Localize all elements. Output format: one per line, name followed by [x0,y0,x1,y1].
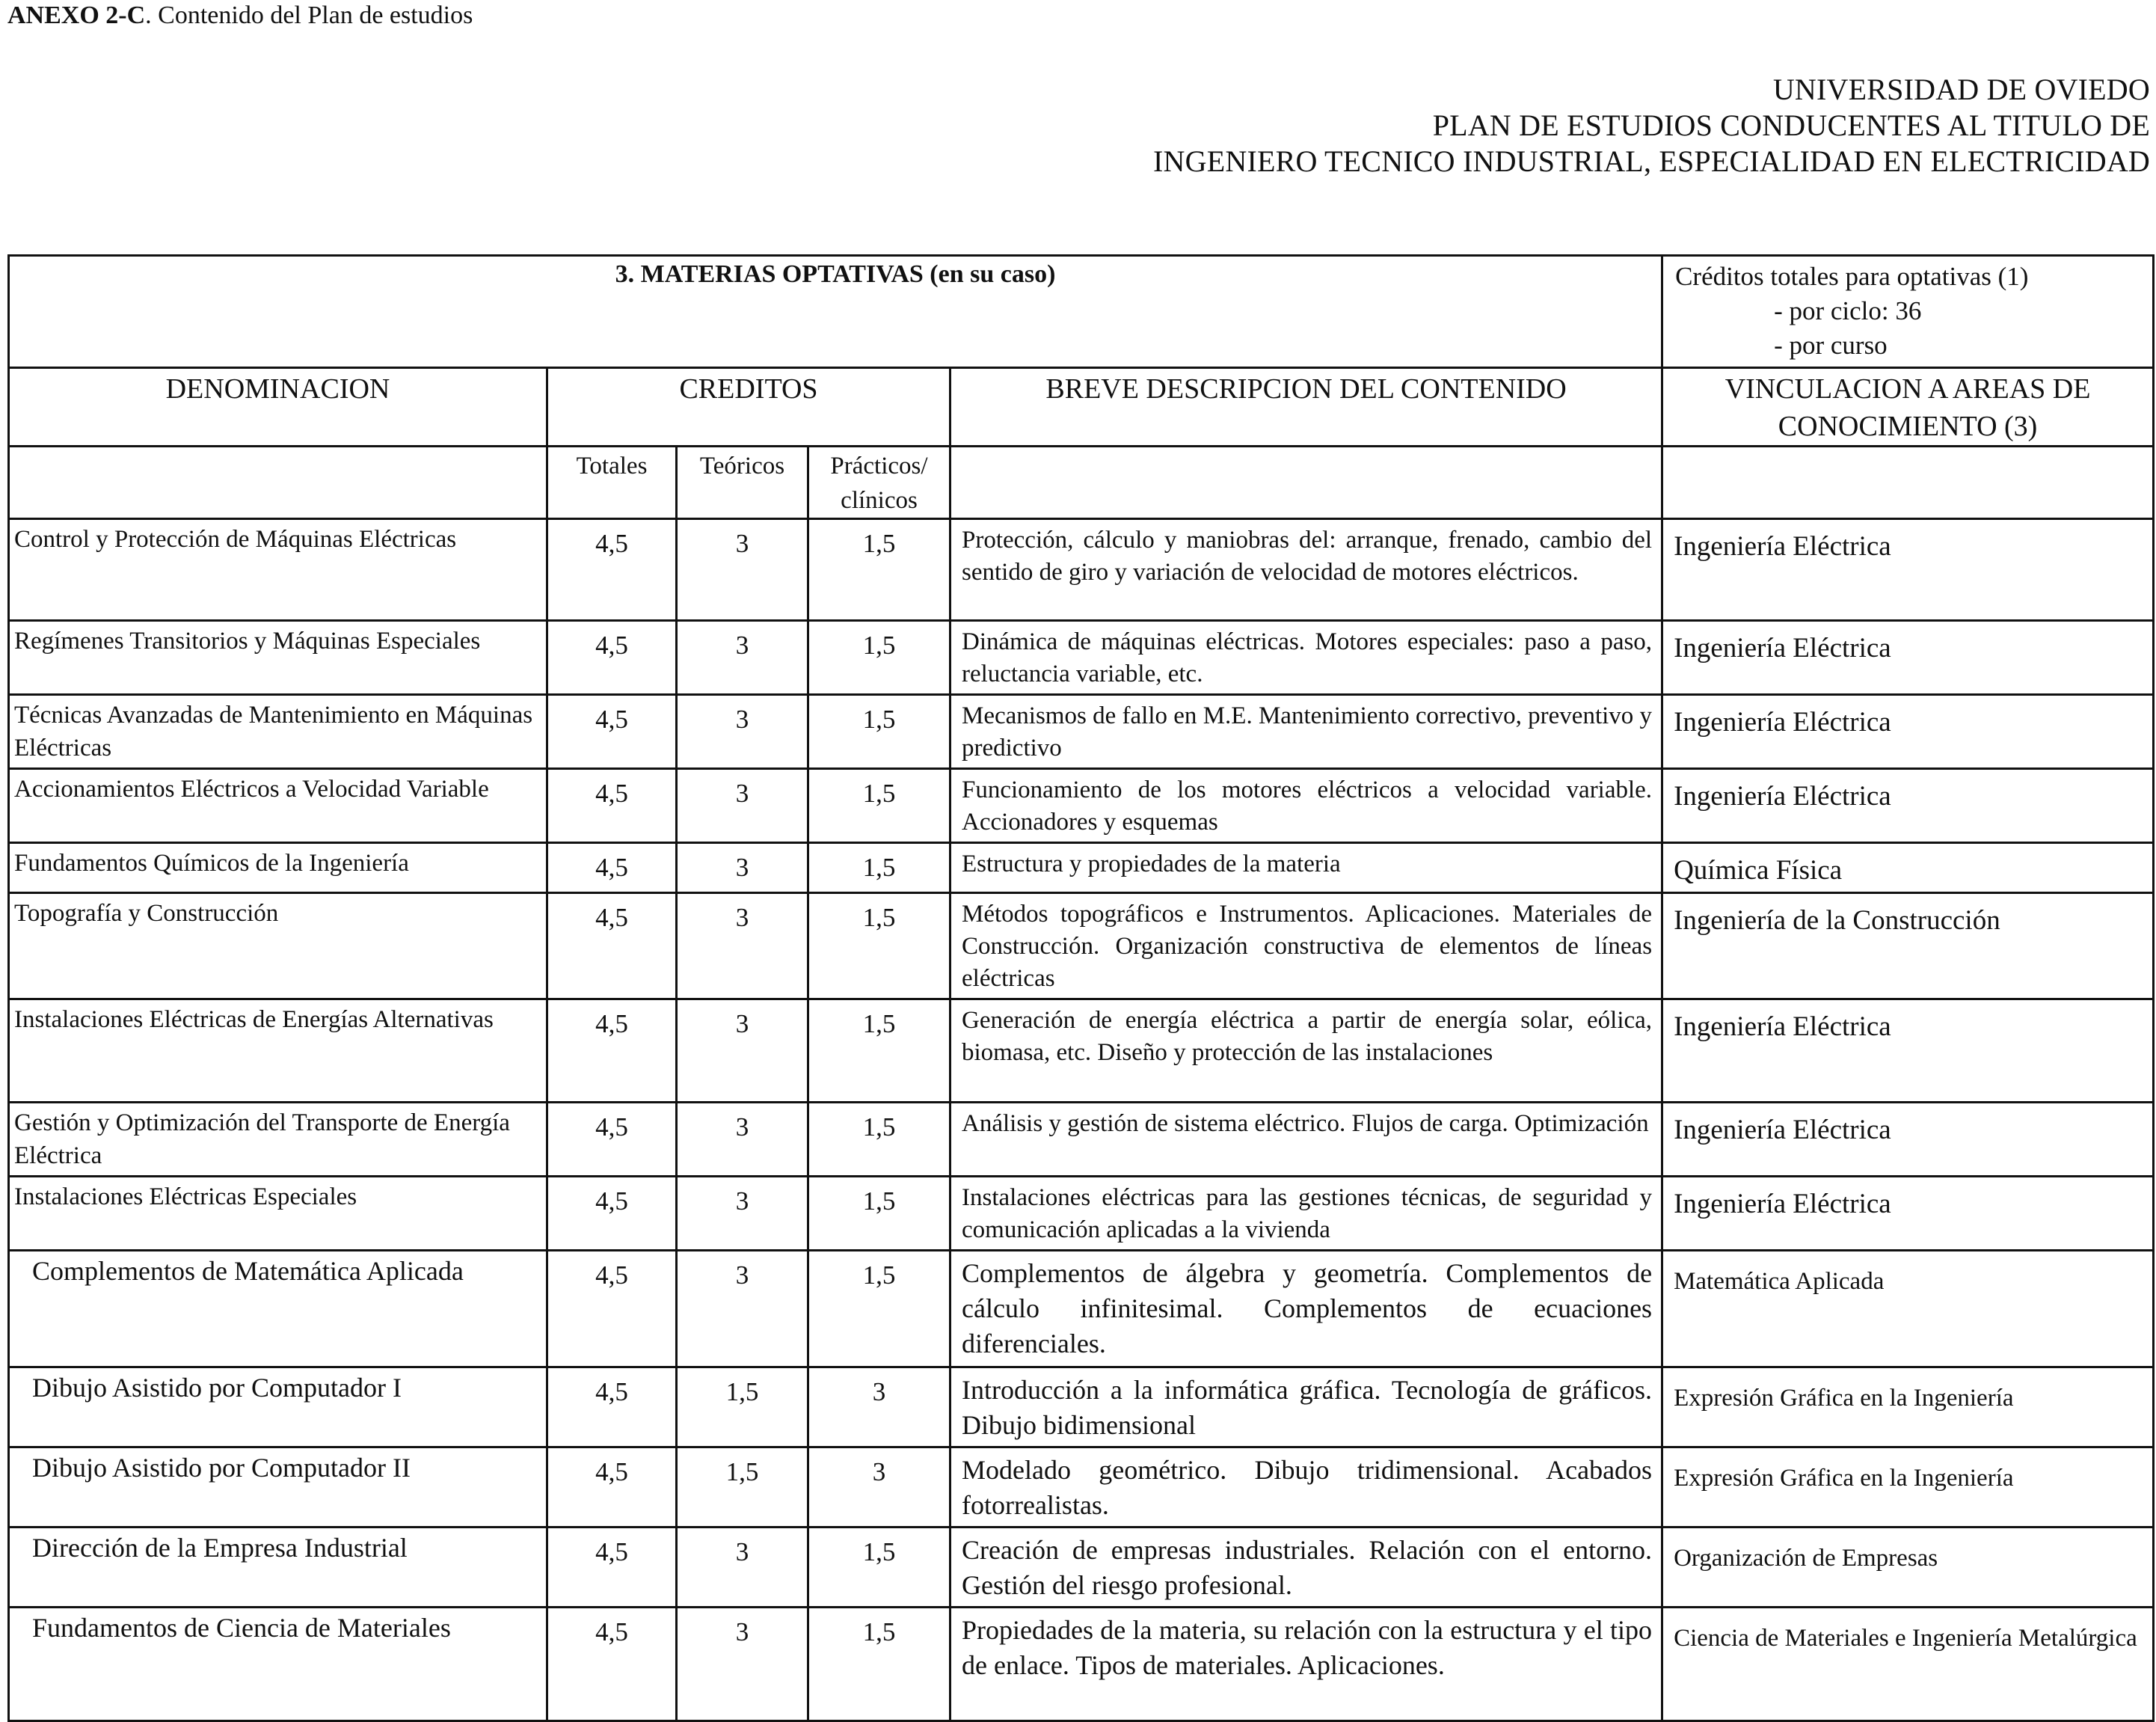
knowledge-area: Expresión Gráfica en la Ingeniería [1662,1367,2154,1447]
knowledge-area: Ingeniería Eléctrica [1662,695,2154,769]
subject-description: Métodos topográficos e Instrumentos. Aplicaciones. Materiales de Construcción. Organización constructiva de elementos de líneas eléctricas [950,893,1662,999]
credits-practicos: 1,5 [808,1528,950,1608]
subheader-practicos: Prácticos/ clínicos [808,447,950,519]
subject-description: Estructura y propiedades de la materia [950,843,1662,893]
credits-practicos: 1,5 [808,1103,950,1177]
knowledge-area: Química Física [1662,843,2154,893]
knowledge-area: Ingeniería Eléctrica [1662,1103,2154,1177]
credits-practicos: 1,5 [808,1177,950,1251]
credits-teoricos: 1,5 [677,1447,808,1528]
knowledge-area: Organización de Empresas [1662,1528,2154,1608]
optional-subjects-table [7,254,2155,1722]
subject-description: Generación de energía eléctrica a partir de energía solar, eólica, biomasa, etc. Diseño y protección de las instalaciones [950,999,1662,1103]
credits-teoricos: 3 [677,1103,808,1177]
credits-teoricos: 3 [677,843,808,893]
credits-totales: 4,5 [547,769,677,843]
table-row [9,519,2154,621]
header-creditos: CREDITOS [547,368,950,447]
table-row [9,999,2154,1103]
credits-totales: 4,5 [547,1177,677,1251]
credits-teoricos: 3 [677,1251,808,1367]
subject-name: Fundamentos Químicos de la Ingeniería [9,843,547,893]
table-row [9,695,2154,769]
table-row [9,1608,2154,1721]
subject-description: Creación de empresas industriales. Relación con el entorno. Gestión del riesgo profesional. [950,1528,1662,1608]
subject-description: Propiedades de la materia, su relación con la estructura y el tipo de enlace. Tipos de materiales. Aplicaciones. [950,1608,1662,1721]
subject-description: Modelado geométrico. Dibujo tridimensional. Acabados fotorrealistas. [950,1447,1662,1528]
credits-totales: 4,5 [547,843,677,893]
credits-totales: 4,5 [547,695,677,769]
knowledge-area: Ingeniería Eléctrica [1662,769,2154,843]
table-row [9,1447,2154,1528]
subject-name: Dibujo Asistido por Computador I [9,1367,547,1447]
credits-totales: 4,5 [547,1608,677,1721]
table-title: 3. MATERIAS OPTATIVAS (en su caso) [9,256,1662,368]
subject-description: Complementos de álgebra y geometría. Complementos de cálculo infinitesimal. Complementos de ecuaciones diferenciales. [950,1251,1662,1367]
table-row [9,1251,2154,1367]
credits-teoricos: 3 [677,1177,808,1251]
table-row [9,1528,2154,1608]
knowledge-area: Ingeniería Eléctrica [1662,999,2154,1103]
plan-title: PLAN DE ESTUDIOS CONDUCENTES AL TITULO DE [1432,108,2150,142]
credits-totales: 4,5 [547,999,677,1103]
knowledge-area: Ingeniería Eléctrica [1662,621,2154,695]
credits-totales: 4,5 [547,1251,677,1367]
subheader-empty [950,447,1662,519]
subject-name: Regímenes Transitorios y Máquinas Especiales [9,621,547,695]
university-name: UNIVERSIDAD DE OVIEDO [1772,73,2150,106]
subject-name: Instalaciones Eléctricas de Energías Alternativas [9,999,547,1103]
subheader-totales: Totales [547,447,677,519]
credits-teoricos: 3 [677,519,808,621]
credits-totales: 4,5 [547,1103,677,1177]
credits-teoricos: 3 [677,1608,808,1721]
subject-description: Análisis y gestión de sistema eléctrico. Flujos de carga. Optimización [950,1103,1662,1177]
knowledge-area: Ciencia de Materiales e Ingeniería Metalúrgica [1662,1608,2154,1721]
credits-per-course: - por curso [1774,331,1888,360]
knowledge-area: Ingeniería Eléctrica [1662,519,2154,621]
credits-totales: 4,5 [547,1528,677,1608]
annex-title: . Contenido del Plan de estudios [145,1,473,29]
subject-name: Técnicas Avanzadas de Mantenimiento en Máquinas Eléctricas [9,695,547,769]
header-descripcion: BREVE DESCRIPCION DEL CONTENIDO [950,368,1662,447]
subject-description: Funcionamiento de los motores eléctricos a velocidad variable. Accionadores y esquemas [950,769,1662,843]
table-row [9,769,2154,843]
credits-practicos: 1,5 [808,519,950,621]
subject-name: Dibujo Asistido por Computador II [9,1447,547,1528]
table-row [9,621,2154,695]
credits-teoricos: 3 [677,621,808,695]
annex-heading [7,1,473,30]
credits-practicos: 1,5 [808,695,950,769]
credits-practicos: 1,5 [808,893,950,999]
subject-name: Instalaciones Eléctricas Especiales [9,1177,547,1251]
credits-teoricos: 1,5 [677,1367,808,1447]
credits-totales: 4,5 [547,893,677,999]
credits-practicos: 1,5 [808,769,950,843]
credits-practicos: 3 [808,1367,950,1447]
table-row [9,1177,2154,1251]
credits-total-label: Créditos totales para optativas (1) [1675,262,2029,291]
subject-name: Fundamentos de Ciencia de Materiales [9,1608,547,1721]
credits-practicos: 1,5 [808,999,950,1103]
subject-name: Topografía y Construcción [9,893,547,999]
table-row [9,843,2154,893]
table-row [9,1367,2154,1447]
subject-name: Accionamientos Eléctricos a Velocidad Variable [9,769,547,843]
knowledge-area: Ingeniería Eléctrica [1662,1177,2154,1251]
subject-description: Dinámica de máquinas eléctricas. Motores especiales: paso a paso, reluctancia variable, etc. [950,621,1662,695]
subject-name: Gestión y Optimización del Transporte de Energía Eléctrica [9,1103,547,1177]
credits-totales: 4,5 [547,621,677,695]
credits-teoricos: 3 [677,893,808,999]
university-header [1153,72,2150,180]
credits-per-cycle: - por ciclo: 36 [1774,296,1922,325]
credits-practicos: 1,5 [808,621,950,695]
credits-teoricos: 3 [677,1528,808,1608]
subject-description: Mecanismos de fallo en M.E. Mantenimiento correctivo, preventivo y predictivo [950,695,1662,769]
subject-name: Complementos de Matemática Aplicada [9,1251,547,1367]
credits-teoricos: 3 [677,695,808,769]
knowledge-area: Ingeniería de la Construcción [1662,893,2154,999]
knowledge-area: Expresión Gráfica en la Ingeniería [1662,1447,2154,1528]
credits-totales: 4,5 [547,519,677,621]
subject-description: Instalaciones eléctricas para las gestiones técnicas, de seguridad y comunicación aplicadas a la vivienda [950,1177,1662,1251]
header-vinculacion: VINCULACION A AREAS DE CONOCIMIENTO (3) [1662,368,2154,447]
credits-practicos: 1,5 [808,1608,950,1721]
subject-name: Control y Protección de Máquinas Eléctricas [9,519,547,621]
header-denominacion: DENOMINACION [9,368,547,447]
subject-description: Protección, cálculo y maniobras del: arranque, frenado, cambio del sentido de giro y variación de velocidad de motores eléctricos. [950,519,1662,621]
annex-label: ANEXO 2-C [7,1,146,29]
credits-practicos: 1,5 [808,1251,950,1367]
subheader-empty [9,447,547,519]
degree-title: INGENIERO TECNICO INDUSTRIAL, ESPECIALIDAD EN ELECTRICIDAD [1153,144,2150,178]
subheader-empty [1662,447,2154,519]
credits-totales: 4,5 [547,1447,677,1528]
knowledge-area: Matemática Aplicada [1662,1251,2154,1367]
credits-practicos: 1,5 [808,843,950,893]
credits-teoricos: 3 [677,999,808,1103]
subject-description: Introducción a la informática gráfica. Tecnología de gráficos. Dibujo bidimensional [950,1367,1662,1447]
table-row [9,1103,2154,1177]
table-row [9,893,2154,999]
subheader-teoricos: Teóricos [677,447,808,519]
credits-practicos: 3 [808,1447,950,1528]
credits-totales: 4,5 [547,1367,677,1447]
credits-teoricos: 3 [677,769,808,843]
credits-total-cell [1662,256,2154,368]
subject-name: Dirección de la Empresa Industrial [9,1528,547,1608]
